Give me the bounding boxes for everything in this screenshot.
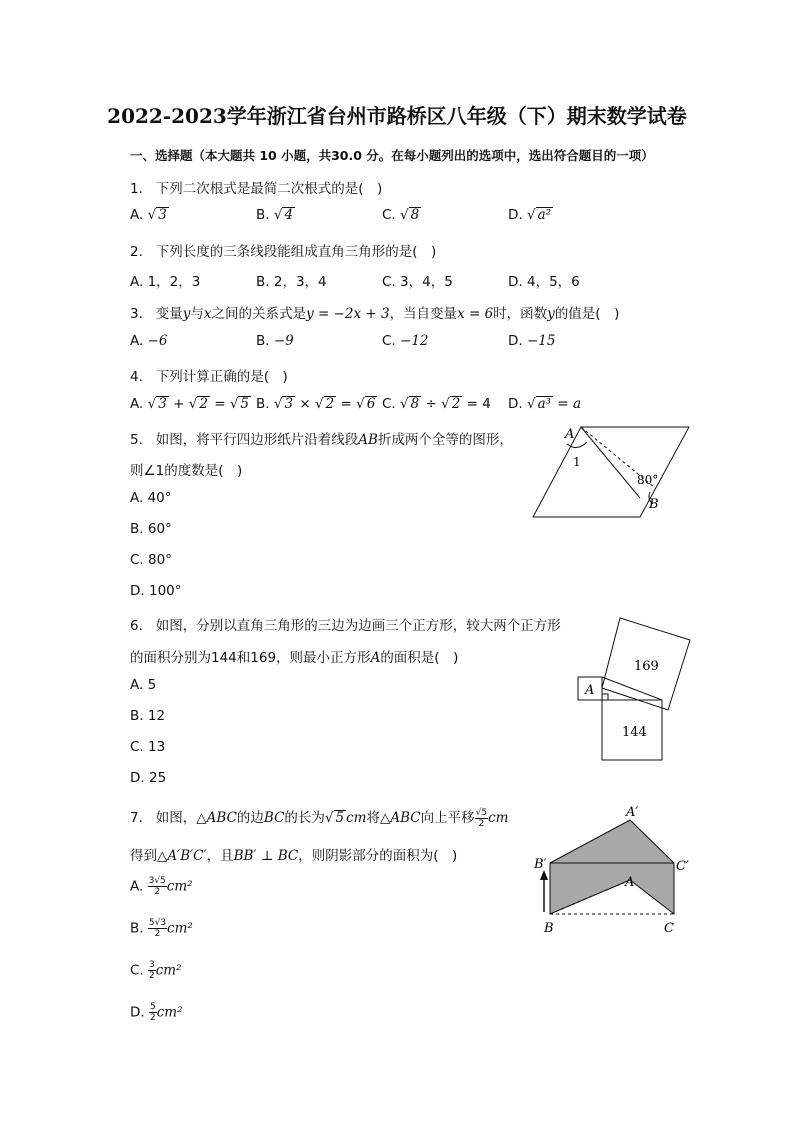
q4-option-a[interactable]: A. √ 3 + √ 2 = √ 5 (130, 396, 250, 412)
label-a: A (585, 683, 595, 698)
question-number: 5. (130, 432, 143, 448)
label-144: 144 (622, 725, 647, 740)
q7-translation-figure (530, 800, 700, 940)
label-1: 1 (573, 455, 581, 469)
question-number: 1. (130, 181, 143, 197)
question-stem: 下列长度的三条线段能组成直角三角形的是( ) (155, 244, 437, 260)
q7-option-d[interactable]: D. $\frac{5}{2}$ cm² (130, 1002, 183, 1023)
q3-option-c[interactable]: C. −12 (382, 333, 429, 349)
right-angle-mark (602, 694, 608, 700)
label-c-prime: C′ (676, 859, 689, 874)
question-6-line2: 的面积分别为144和169，则最小正方形A的面积是( ) (130, 650, 459, 666)
q5-option-b[interactable]: B. 60° (130, 521, 172, 537)
section-heading: 一、选择题（本大题共 10 小题，共30.0 分。在每小题列出的选项中，选出符合题目的一项） (130, 148, 654, 163)
q6-option-d[interactable]: D. 25 (130, 770, 167, 786)
label-a-prime: A′ (626, 805, 639, 820)
label-b: B (544, 921, 554, 936)
q7-option-c[interactable]: C. $\frac{3}{2}$ cm² (130, 960, 182, 981)
question-4 (130, 365, 288, 385)
question-number: 2. (130, 244, 143, 260)
label-b-prime: B′ (534, 857, 547, 872)
q1-option-d[interactable]: D. √ a² (508, 207, 552, 223)
q6-option-c[interactable]: C. 13 (130, 739, 166, 755)
q6-option-a[interactable]: A. 5 (130, 677, 157, 693)
q5-option-c[interactable]: C. 80° (130, 552, 172, 568)
q2-option-d[interactable]: D. 4，5，6 (508, 274, 580, 290)
question-5-line2: 则∠1的度数是( ) (130, 463, 243, 479)
question-5: 5. 如图，将平行四边形纸片沿着线段AB折成两个全等的图形， (130, 432, 513, 448)
question-stem: 下列二次根式是最简二次根式的是( ) (155, 181, 383, 197)
q1-option-a[interactable]: A. √ 3 (130, 207, 167, 223)
q6-option-b[interactable]: B. 12 (130, 708, 166, 724)
q1-option-b[interactable]: B. √ 4 (256, 207, 294, 223)
q4-option-b[interactable]: B. √ 3 × √ 2 = √ 6 (256, 396, 376, 412)
page-title: 2022-2023学年浙江省台州市路桥区八年级（下）期末数学试卷 (107, 104, 687, 128)
hypotenuse (602, 677, 662, 700)
label-169: 169 (634, 659, 659, 674)
label-b: B (649, 497, 659, 512)
q7-option-b[interactable]: B. $\frac{5√3}{2}$ cm² (130, 918, 193, 939)
question-number: 3. (130, 306, 143, 322)
question-stem: 下列计算正确的是( ) (155, 369, 288, 385)
q6-squares-figure (570, 612, 700, 767)
q3-option-b[interactable]: B. −9 (256, 333, 294, 349)
question-number: 4. (130, 369, 143, 385)
question-7: 7. 如图，△ABC的边BC的长为√ 5 cm将△ABC向上平移 $\frac{√5}{2}$ cm (130, 807, 509, 829)
q1-option-c[interactable]: C. √ 8 (382, 207, 420, 223)
q7-option-a[interactable]: A. $\frac{3√5}{2}$ cm² (130, 876, 193, 897)
fold-line (581, 427, 640, 498)
label-c: C (664, 921, 674, 936)
question-1 (130, 177, 382, 197)
q2-option-a[interactable]: A. 1，2，3 (130, 274, 201, 290)
question-7-line2: 得到△A′B′C′，且BB′ ⊥ BC，则阴影部分的面积为( ) (130, 848, 458, 864)
q5-parallelogram-figure (525, 420, 700, 525)
q4-option-d[interactable]: D. √ a³ = a (508, 396, 582, 412)
label-a: A (565, 427, 575, 442)
parallelogram (533, 427, 689, 517)
question-number: 6. (130, 618, 143, 634)
shaded-region (550, 820, 674, 914)
question-6: 6. 如图，分别以直角三角形的三边为边画三个正方形，较大两个正方形 (130, 618, 561, 634)
q4-option-c[interactable]: C. √ 8 ÷ √ 2 = 4 (382, 396, 491, 412)
question-number: 7. (130, 810, 143, 826)
q3-option-d[interactable]: D. −15 (508, 333, 556, 349)
q5-option-a[interactable]: A. 40° (130, 490, 172, 506)
q2-option-c[interactable]: C. 3，4，5 (382, 274, 453, 290)
q3-option-a[interactable]: A. −6 (130, 333, 168, 349)
question-3: 3. 变量y与x之间的关系式是y = −2x + 3，当自变量x = 6时，函数y的值是( ) (130, 306, 620, 322)
q2-option-b[interactable]: B. 2，3，4 (256, 274, 327, 290)
label-80: 80° (637, 473, 659, 487)
question-2 (130, 240, 436, 260)
q5-option-d[interactable]: D. 100° (130, 583, 182, 599)
label-a: A (625, 875, 635, 890)
